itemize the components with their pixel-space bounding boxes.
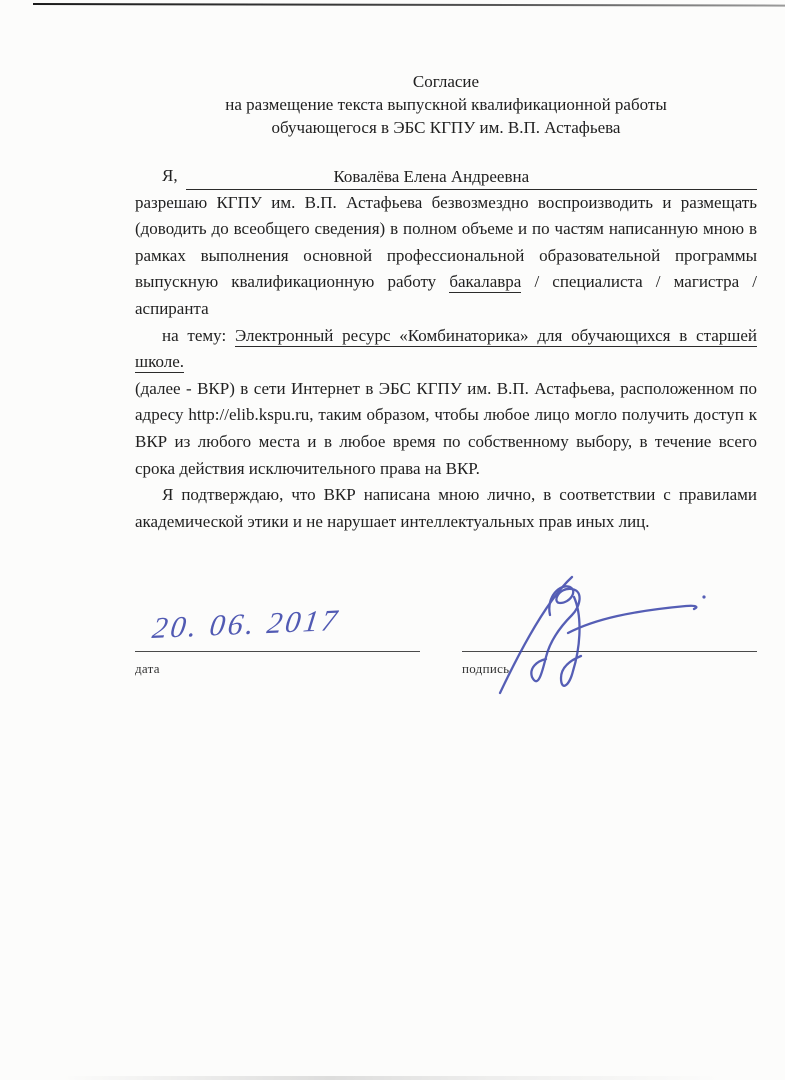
paragraph-distribution: (далее - ВКР) в сети Интернет в ЭБС КГПУ им. В.П. Астафьева, расположенном по адресу http://elib.kspu.ru, таким образом, чтобы любое лицо могло получить доступ к ВКР из любого места и в любое время по собственному выбору, в течение всего срока действия исключительного права на ВКР. — [135, 378, 757, 478]
signature-label: подпись — [462, 661, 510, 677]
signature-block — [135, 579, 757, 676]
topic-underlined: Электронный ресурс «Комбинаторика» для обучающихся в старшей школе. — [135, 325, 758, 372]
handwritten-signature-icon — [480, 563, 720, 705]
degree-rest: / специалиста / магистра / аспиранта — [135, 272, 757, 318]
paragraph-confirmation: Я подтверждаю, что ВКР написана мною лично, в соответствии с правилами академической этики и не нарушает интеллектуальных прав иных лиц. — [135, 485, 757, 531]
scan-artifact-bottom-smudge — [0, 1076, 785, 1080]
scan-artifact-top-line — [33, 3, 785, 7]
title-line-1: Согласие — [412, 72, 480, 91]
title-line-3: обучающегося в ЭБС КГПУ им. В.П. Астафьева — [271, 118, 621, 137]
document-title — [135, 70, 757, 139]
name-prefix: Я, — [162, 166, 178, 185]
date-line — [135, 651, 420, 652]
handwritten-date: 20. 06. 2017 — [150, 603, 342, 645]
date-label: дата — [135, 661, 160, 677]
paragraph-permission — [135, 190, 757, 323]
title-line-2: на размещение текста выпускной квалификационной работы — [225, 95, 667, 114]
signature-column — [462, 579, 757, 676]
date-column — [135, 579, 420, 676]
signature-line — [462, 651, 757, 652]
name-field — [186, 164, 757, 190]
name-row — [135, 163, 757, 190]
document-content — [135, 70, 757, 676]
student-name: Ковалёва Елена Андреевна — [333, 166, 530, 186]
paragraph-topic — [135, 323, 757, 376]
degree-underlined: бакалавра — [449, 272, 522, 292]
permission-text: разрешаю КГПУ им. В.П. Астафьева безвозмездно воспроизводить и размещать (доводить до всеобщего сведения) в полном объеме и по частям написанную мною в рамках выполнения основной профессиональной образовательной программы выпускную квалификационную работу — [135, 192, 757, 292]
topic-prefix: на тему: — [162, 325, 235, 345]
column-gap — [420, 579, 462, 676]
